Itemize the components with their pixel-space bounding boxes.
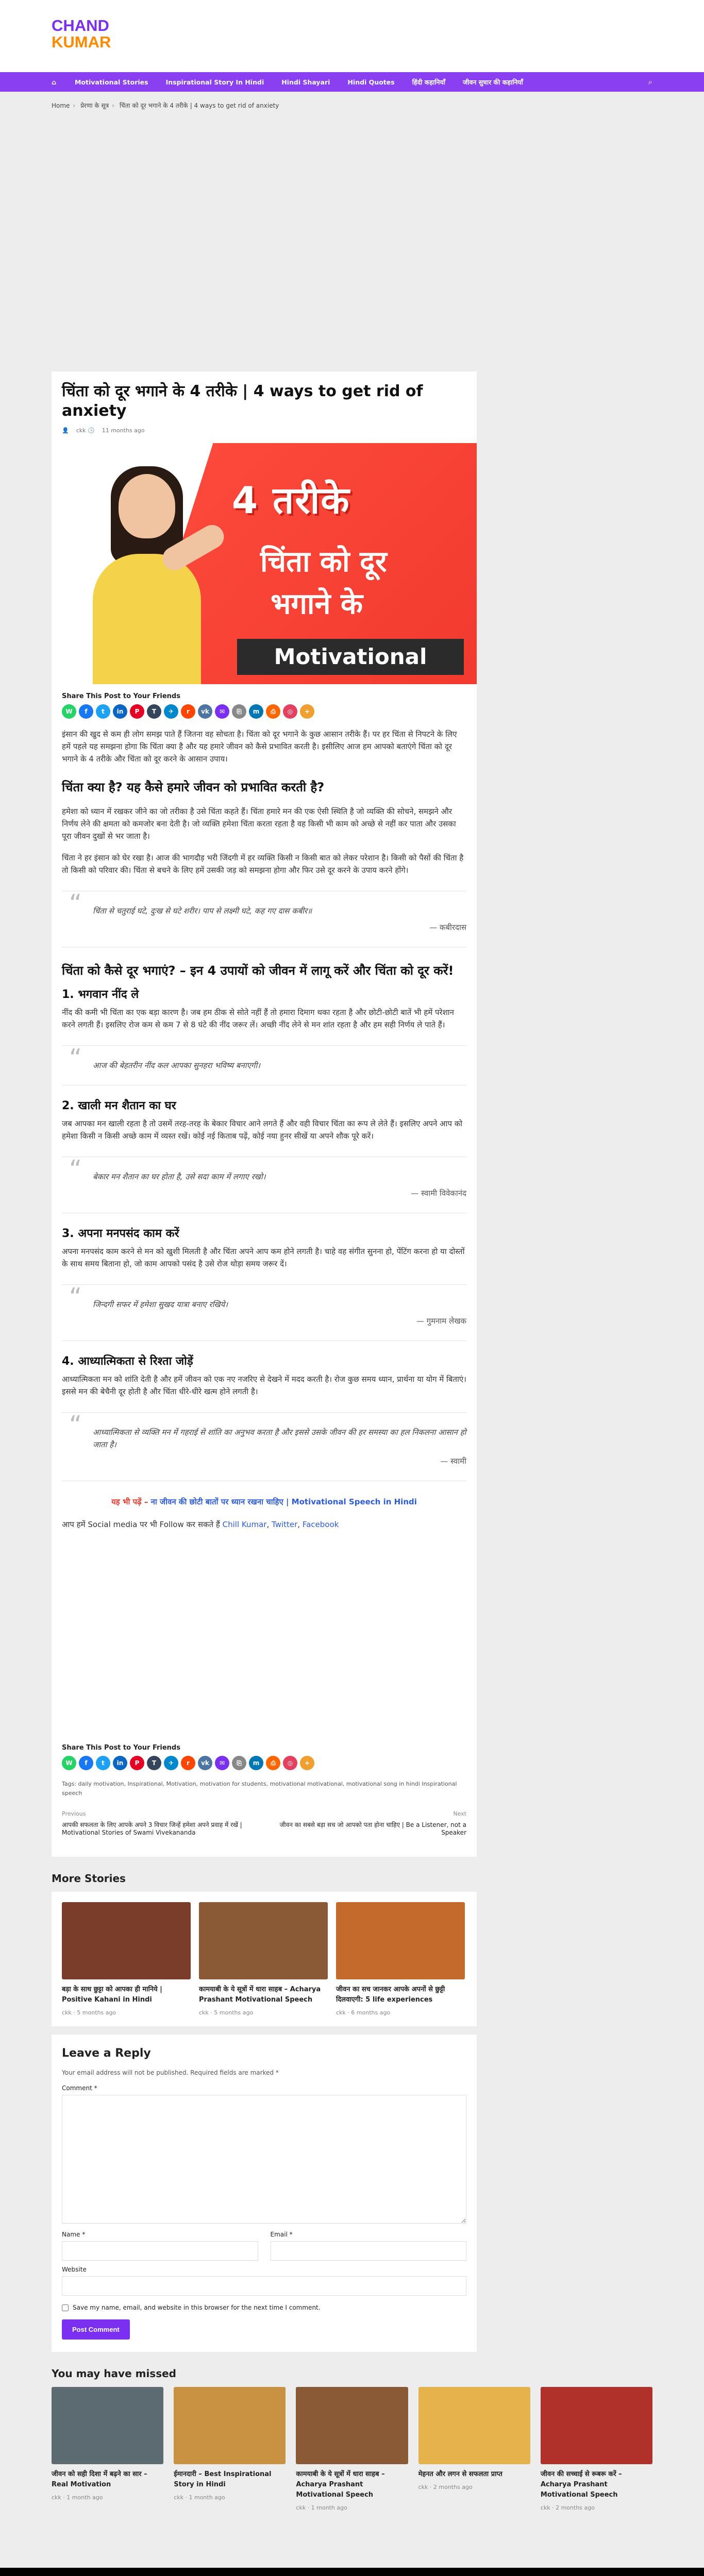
post-paragraph: आध्यात्मिकता मन को शांति देती है और हमें जीवन को एक नए नजरिए से देखने में मदद करती है। रोज कुछ समय ध्यान, प्रार्थना या योग में बिताएं। इससे मन की बेचैनी दूर होती है और चिंता धीरे-धीरे खत्म होने लगती है।	[62, 1375, 466, 1396]
story-thumbnail	[174, 2387, 286, 2464]
copy-link-icon[interactable]: ⎘	[232, 704, 246, 719]
clock-icon: 🕓	[88, 427, 95, 434]
story-meta: ckk · 1 month ago	[296, 2504, 347, 2511]
email-share-icon[interactable]: ✉	[215, 1756, 229, 1770]
reddit-icon[interactable]: r	[181, 1756, 195, 1770]
whatsapp-icon[interactable]: W	[62, 1756, 76, 1770]
post-paragraph: हमेशा को ध्यान में रखकर जीने का जो तरीका है उसे चिंता कहते हैं। चिंता हमारे मन की एक ऐसी स्थिति है जो व्यक्ति की सोचने, समझने और निर्णय लेने की क्षमता को कमजोर बना देती है। जो व्यक्ति हमेशा चिंता करता रहता है वह किसी भी काम को अच्छे से नहीं कर पाता और उसका पूरा जीवन दुखों से भर जाता है।	[62, 807, 456, 841]
missed-story-card[interactable]	[296, 2387, 408, 2511]
story-title: जीवन की सच्चाई से रूबरू करें – Acharya Prashant Motivational Speech	[540, 2470, 622, 2499]
linkedin-icon[interactable]: in	[113, 704, 127, 719]
reddit-icon[interactable]: r	[181, 704, 195, 719]
instagram-icon[interactable]: ◎	[283, 1756, 297, 1770]
next-label: Next	[453, 1810, 466, 1817]
post-subheading-2: 2. खाली मन शैतान का घर	[62, 1099, 176, 1112]
story-thumbnail	[296, 2387, 408, 2464]
featured-subline-2: भगाने के	[271, 587, 363, 621]
social-follow-text: आप हमें Social media पर भी Follow कर सकते हैं	[62, 1520, 220, 1529]
email-label: Email *	[270, 2231, 293, 2238]
post-heading-how-to: चिंता को कैसे दूर भगाएं? – इन 4 उपायों को जीवन में लागू करें और चिंता को दूर करें!	[62, 963, 454, 978]
post-article	[52, 371, 477, 1857]
name-label: Name *	[62, 2231, 86, 2238]
print-icon[interactable]: ⎙	[266, 1756, 280, 1770]
story-title: कामयाबी के ये सूत्रों में धारा साहब – Acharya Prashant Motivational Speech	[296, 2470, 385, 2499]
also-read-link[interactable]: ना जीवन की छोटी बातों पर ध्यान रखना चाहिए | Motivational Speech in Hindi	[150, 1497, 417, 1506]
breadcrumb: Home › प्रेरणा के सूत्र › चिंता को दूर भगाने के 4 तरीके | 4 ways to get rid of anxiety	[52, 102, 279, 109]
logo-line1: CHAND	[52, 16, 109, 35]
post-comment-button[interactable]: Post Comment	[62, 2319, 130, 2340]
more-story-card[interactable]	[62, 1902, 191, 2016]
story-title: जीवन का सच जानकर आपके अपनों से छुट्टी दिलवाएगी: 5 life experiences	[336, 1986, 445, 2004]
facebook-icon[interactable]: f	[79, 704, 93, 719]
share-title: Share This Post to Your Friends	[62, 692, 180, 700]
missed-story-card[interactable]	[174, 2387, 286, 2511]
facebook-icon[interactable]: f	[79, 1756, 93, 1770]
previous-post-link[interactable]	[62, 1810, 256, 1836]
nav-item-hindi-kahaniyan[interactable]: हिंदी कहानियाँ	[412, 78, 445, 86]
story-meta: ckk · 1 month ago	[52, 2494, 103, 2501]
site-header	[0, 0, 704, 72]
featured-band: Motivational	[237, 639, 464, 675]
post-paragraph: जब आपका मन खाली रहता है तो उसमें तरह-तरह के बेकार विचार आने लगते हैं और वही विचार चिंता का रूप ले लेते हैं। इसलिए अपने आप को हमेशा किसी न किसी अच्छे काम में व्यस्त रखें। कोई नई किताब पढ़ें, कोई नया हुनर सीखें या अपने शौक पूरे करें।	[62, 1119, 463, 1141]
featured-headline: 4 तरीके	[232, 479, 350, 522]
reply-title: Leave a Reply	[62, 2047, 151, 2060]
story-title: कामयाबी के ये सूत्रों में धारा साहब – Acharya Prashant Motivational Speech	[199, 1986, 321, 2004]
missed-story-card[interactable]	[418, 2387, 530, 2511]
comment-form	[52, 2035, 477, 2352]
story-meta: ckk · 5 months ago	[199, 2009, 254, 2016]
social-follow: आप हमें Social media पर भी Follow कर सकते हैं Chill Kumar, Twitter, Facebook	[62, 1520, 339, 1529]
follow-link-1[interactable]: Chill Kumar	[222, 1520, 267, 1529]
save-info-row	[62, 2304, 466, 2311]
quote-block	[62, 1284, 466, 1341]
quote-block	[62, 1157, 466, 1213]
also-read	[62, 1496, 466, 1508]
nav-item-hindi-quotes[interactable]: Hindi Quotes	[347, 78, 395, 86]
missed-story-card[interactable]	[52, 2387, 163, 2511]
nav-item-jeevan-sudhar[interactable]: जीवन सुधार की कहानियाँ	[462, 78, 523, 86]
quote-block	[62, 1412, 466, 1481]
story-thumbnail	[541, 2387, 652, 2464]
story-meta: ckk · 2 months ago	[418, 2484, 473, 2490]
follow-link-3[interactable]: Facebook	[302, 1520, 339, 1529]
next-post-link[interactable]	[272, 1810, 466, 1836]
comment-label: Comment *	[62, 2084, 97, 2092]
name-field[interactable]	[62, 2241, 258, 2261]
site-footer	[0, 2568, 704, 2576]
also-read-label: यह भी पढ़ें –	[111, 1497, 148, 1506]
twitter-icon[interactable]: t	[96, 1756, 110, 1770]
post-title: चिंता को दूर भगाने के 4 तरीके | 4 ways to get rid of anxiety	[62, 382, 423, 420]
quote-cite: — कबीरदास	[429, 923, 466, 932]
site-logo[interactable]	[52, 18, 652, 50]
post-subheading-1: 1. भगवान नींद ले	[62, 988, 139, 1001]
more-story-card[interactable]	[336, 1902, 465, 2016]
previous-label: Previous	[62, 1810, 86, 1817]
pinterest-icon[interactable]: P	[130, 1756, 144, 1770]
messenger-icon[interactable]: m	[249, 704, 263, 719]
post-navigation	[62, 1810, 466, 1836]
post-heading-what-is: चिंता क्या है? यह कैसे हमारे जीवन को प्रभावित करती है?	[62, 780, 325, 794]
post-subheading-3: 3. अपना मनपसंद काम करें	[62, 1227, 179, 1240]
comment-textarea[interactable]	[62, 2095, 466, 2224]
post-spacer	[62, 1540, 466, 1736]
story-thumbnail	[336, 1902, 465, 1979]
previous-title: आपकी सफलता के लिए आपके अपने 3 विचार जिन्हें हमेशा अपने प्रवाह में रखें | Motivational Stories of Swami Vivekananda	[62, 1821, 242, 1836]
search-icon[interactable]: ⌕	[648, 77, 652, 87]
copy-link-icon[interactable]: ⎘	[232, 1756, 246, 1770]
website-field[interactable]	[62, 2276, 466, 2296]
story-meta: ckk · 6 months ago	[336, 2009, 391, 2016]
email-share-icon[interactable]: ✉	[215, 704, 229, 719]
home-icon[interactable]: ⌂	[52, 78, 56, 86]
quote-text: “ जिन्दगी सफर में हमेशा सुखद यात्रा बनाए रखिये।	[93, 1300, 228, 1309]
missed-title: You may have missed	[52, 2367, 176, 2380]
whatsapp-icon[interactable]: W	[62, 704, 76, 719]
quote-text: “ आध्यात्मिकता से व्यक्ति मन में गहराई से शांति का अनुभव करता है और इससे उसके जीवन की हर समस्या का हल निकलना आसान हो जाता है।	[93, 1428, 466, 1449]
vk-icon[interactable]: vk	[198, 1756, 212, 1770]
nav-item-motivational-stories[interactable]: Motivational Stories	[74, 78, 148, 86]
twitter-icon[interactable]: t	[96, 704, 110, 719]
save-info-checkbox[interactable]	[62, 2304, 69, 2311]
story-title: बड़ा के साथ छुट्टा को आपका ही मानिये | Positive Kahani in Hindi	[62, 1986, 162, 2004]
quote-cite: — स्वामी	[440, 1456, 466, 1466]
post-meta	[62, 427, 466, 434]
tumblr-icon[interactable]: T	[147, 1756, 161, 1770]
main-content	[52, 123, 477, 2352]
post-paragraph: अपना मनपसंद काम करने से मन को खुशी मिलती है और चिंता अपने आप कम होने लगती है। चाहे वह संगीत सुनना हो, पेंटिंग करना हो या दोस्तों के साथ समय बिताना हो, जो काम आपको पसंद है उसे रोज थोड़ा समय जरूर दें।	[62, 1247, 465, 1268]
sidebar	[490, 123, 652, 2352]
story-thumbnail	[199, 1902, 328, 1979]
telegram-icon[interactable]: ✈	[164, 704, 178, 719]
share-title-bottom: Share This Post to Your Friends	[62, 1744, 180, 1752]
telegram-icon[interactable]: ✈	[164, 1756, 178, 1770]
post-intro: इंसान की खुद से कम ही लोग समझ पाते हैं जितना वह सोचता है। चिंता को दूर भगाने के कुछ आसान तरीके हैं। पर हर चिंता से निपटने के लिए हमें पहले यह समझना होगा कि चिंता क्या है और यह हमारे जीवन को कैसे प्रभावित करती है। इसीलिए आज हम आपको बताएंगे चिंता को दूर भगाने के 4 तरीके और चिंता को दूर करने के आसान उपाय।	[62, 730, 457, 764]
more-stories-title: More Stories	[52, 1872, 126, 1885]
post-author[interactable]: ckk	[76, 427, 86, 434]
quote-text: “ चिंता से चतुराई घटे, दुःख से घटे शरीर। पाप से लक्ष्मी घटे, कह गए दास कबीर॥	[93, 906, 312, 916]
logo-line2: KUMAR	[52, 33, 111, 51]
story-title: ईमानदारी – Best Inspirational Story in Hindi	[174, 2470, 272, 2488]
print-icon[interactable]: ⎙	[266, 704, 280, 719]
tumblr-icon[interactable]: T	[147, 704, 161, 719]
reply-note: Your email address will not be published. Required fields are marked *	[62, 2069, 279, 2076]
story-thumbnail	[418, 2387, 530, 2464]
post-paragraph: नींद की कमी भी चिंता का एक बड़ा कारण है। जब हम ठीक से सोते नहीं हैं तो हमारा दिमाग थका रहता है और छोटी-छोटी बातें भी हमें परेशान करने लगती हैं। इसलिए रोज कम से कम 7 से 8 घंटे की नींद जरूर लें। अच्छी नींद लेने से मन शांत रहता है और हम सही निर्णय ले पाते हैं।	[62, 1008, 455, 1029]
breadcrumb-current: चिंता को दूर भगाने के 4 तरीके | 4 ways to get rid of anxiety	[119, 102, 279, 109]
quote-cite: — स्वामी विवेकानंद	[411, 1189, 466, 1198]
quote-block	[62, 891, 466, 947]
quote-cite: — गुमनाम लेखक	[416, 1316, 466, 1326]
more-share-icon[interactable]: +	[300, 1756, 314, 1770]
author-icon: 👤	[62, 427, 69, 434]
breadcrumb-category[interactable]: प्रेरणा के सूत्र	[80, 102, 109, 109]
save-info-label: Save my name, email, and website in this browser for the next time I comment.	[73, 2304, 321, 2311]
you-may-have-missed	[52, 2367, 652, 2511]
more-share-icon[interactable]: +	[300, 704, 314, 719]
story-meta: ckk · 5 months ago	[62, 2009, 116, 2016]
missed-story-card[interactable]	[541, 2387, 652, 2511]
post-date: 11 months ago	[102, 427, 145, 434]
instagram-icon[interactable]: ◎	[283, 704, 297, 719]
linkedin-icon[interactable]: in	[113, 1756, 127, 1770]
quote-text: “ बेकार मन शैतान का घर होता है, उसे सदा काम में लगाए रखो।	[93, 1172, 266, 1181]
story-thumbnail	[52, 2387, 163, 2464]
featured-image	[52, 443, 477, 684]
more-story-card[interactable]	[199, 1902, 328, 2016]
breadcrumb-home[interactable]: Home	[52, 102, 70, 109]
pinterest-icon[interactable]: P	[130, 704, 144, 719]
follow-link-2[interactable]: Twitter	[272, 1520, 298, 1529]
story-title: मेहनत और लगन से सफलता प्राप्त	[418, 2470, 502, 2478]
website-label: Website	[62, 2266, 87, 2273]
post-subheading-4: 4. आध्यात्मिकता से रिश्ता जोड़ें	[62, 1355, 193, 1368]
story-meta: ckk · 1 month ago	[174, 2494, 225, 2501]
more-stories-list	[52, 1892, 477, 2026]
missed-list	[52, 2387, 652, 2511]
post-body	[62, 728, 466, 1531]
vk-icon[interactable]: vk	[198, 704, 212, 719]
quote-block	[62, 1045, 466, 1086]
name-email-row	[62, 2226, 466, 2261]
nav-item-inspirational-story[interactable]: Inspirational Story In Hindi	[165, 78, 264, 86]
share-buttons	[62, 704, 466, 719]
nav-item-hindi-shayari[interactable]: Hindi Shayari	[281, 78, 330, 86]
email-field[interactable]	[271, 2241, 467, 2261]
story-meta: ckk · 2 months ago	[540, 2504, 595, 2511]
main-nav	[0, 72, 704, 92]
messenger-icon[interactable]: m	[249, 1756, 263, 1770]
share-buttons-bottom	[62, 1756, 466, 1770]
post-paragraph: चिंता ने हर इंसान को घेर रखा है। आज की भागदौड़ भरी जिंदगी में हर व्यक्ति किसी न किसी बात को लेकर परेशान है। किसी को पैसों की चिंता है तो किसी को परिवार की। चिंता से बचने के लिए हमें उसकी जड़ को समझना होगा और फिर उसे दूर करने के उपाय करने होंगे।	[62, 853, 464, 875]
featured-subline-1: चिंता को दूर	[260, 545, 387, 579]
next-title: जीवन का सबसे बड़ा सच जो आपको पता होना चाहिए | Be a Listener, not a Speaker	[279, 1821, 466, 1836]
story-thumbnail	[62, 1902, 191, 1979]
post-tags: Tags: daily motivation, Inspirational, Motivation, motivation for students, motivational motivational, motivational song in hindi Inspirational speech	[62, 1781, 457, 1797]
story-title: जीवन को सही दिशा में बढ़ने का सार – Real Motivation	[52, 2470, 147, 2488]
featured-woman-image	[82, 464, 211, 684]
quote-text: “ आज की बेहतरीन नींद कल आपका सुनहरा भविष्य बनाएगी।	[93, 1061, 260, 1070]
